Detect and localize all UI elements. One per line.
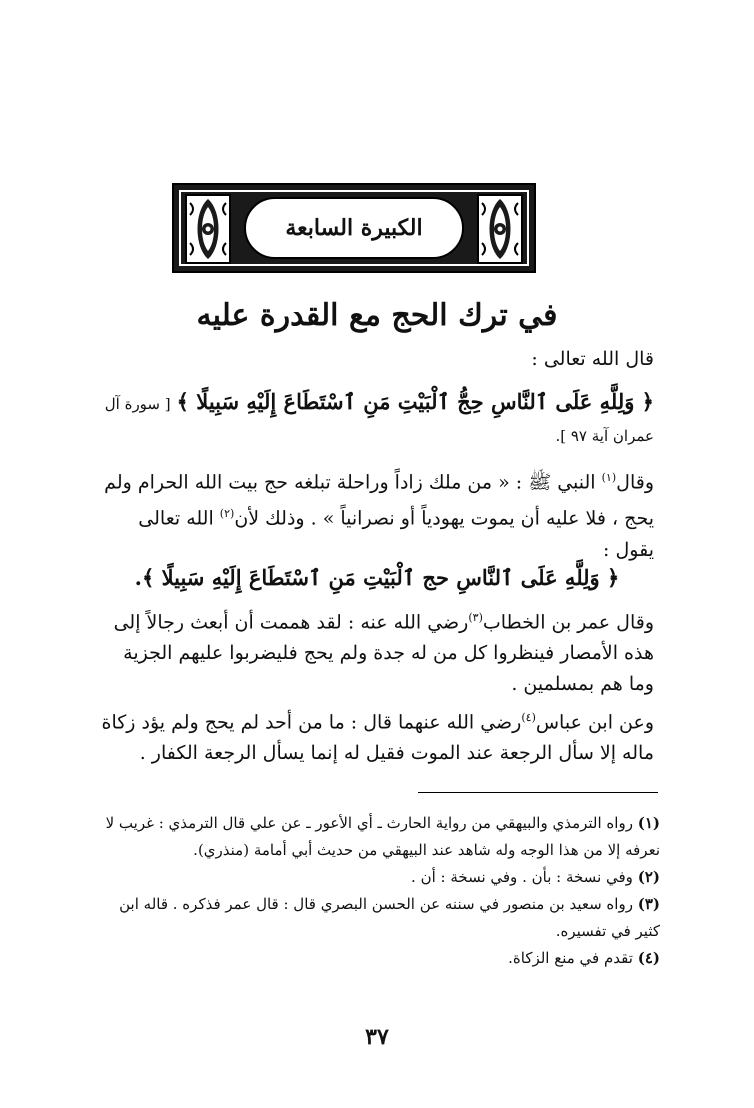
paragraph-verse-1 [100,386,654,452]
chapter-label: الكبيرة السابعة [285,215,423,241]
footnote-ref-4: (٤) [521,711,536,724]
footnote-number: (٢) [637,868,660,886]
ornament-title-cartouche [244,197,464,259]
chapter-ornament-frame [172,183,536,273]
footnote-ref-3: (٣) [468,611,483,624]
ibn-abbas-text-a: وعن ابن عباس [535,711,654,734]
umar-text-b: رضي الله عنه : لقد هممت أن أبعث رجالاً إلى هذه الأمصار فينظروا كل من له جدة ولم يحج فليضربوا عليهم الجزية وما هم بمسلمين . [113,611,654,696]
page-number: ٣٧ [365,1024,389,1050]
quran-verse: ﴿ وَلِلَّهِ عَلَى ٱلنَّاسِ حج ٱلْبَيْتِ مَنِ ٱسْتَطَاعَ إِلَيْهِ سَبِيلًا ﴾. [134,565,620,590]
hadith-text-c: الله تعالى يقول : [138,507,654,561]
umar-text-a: وقال عمر بن الخطاب [482,611,654,634]
footnote-text: رواه سعيد بن منصور في سننه عن الحسن البصري قال : قال عمر فذكره . قاله ابن كثير في تفسيره. [119,895,660,940]
paragraph-verse-2 [100,562,654,595]
arabesque-ornament-icon [184,193,232,265]
paragraph-ibn-abbas [100,702,654,769]
quran-verse: ﴿ وَلِلَّهِ عَلَى ٱلنَّاسِ حِجُّ ٱلْبَيْتِ مَنِ ٱسْتَطَاعَ إِلَيْهِ سَبِيلًا ﴾ [176,389,654,414]
arabesque-ornament-icon [476,193,524,265]
footnote-divider [418,792,658,793]
hadith-text-a: وقال [616,471,654,494]
footnote-text: رواه الترمذي والبيهقي من رواية الحارث ـ أي الأعور ـ عن علي قال الترمذي : غريب لا نعرفه إلا من هذا الوجه وله شاهد عند البيهقي من حديث أبي أمامة (منذري). [105,814,660,859]
footnote-ref-1: (١) [601,471,617,484]
chapter-heading: في ترك الحج مع القدرة عليه [196,298,558,333]
footnote-item [100,864,660,891]
paragraph-hadith [100,462,654,566]
footnote-item [100,891,660,945]
footnote-number: (١) [637,814,660,832]
footnote-ref-2: (٢) [219,507,235,521]
footnote-number: (٣) [637,895,660,913]
footnote-item [100,810,660,864]
verse-reference: [ سورة آل عمران آية ٩٧ ]. [104,395,654,445]
footnote-text: تقدم في منع الزكاة. [508,949,633,967]
hadith-text-b: النبي ﷺ : « من ملك زاداً وراحلة تبلغه حج بيت الله الحرام ولم يحج ، فلا عليه أن يموت يهودياً أو نصرانياً » . وذلك لأن [104,471,654,530]
paragraph-umar [100,602,654,700]
footnote-text: وفي نسخة : بأن . وفي نسخة : أن . [411,868,633,886]
footnotes [100,810,660,972]
ibn-abbas-text-b: رضي الله عنهما قال : ما من أحد لم يحج ولم يؤد زكاة ماله إلا سأل الرجعة عند الموت فقيل له إنما يسأل الرجعة الكفار . [101,711,654,765]
footnote-number: (٤) [637,949,660,967]
paragraph-intro: قال الله تعالى : [531,348,654,370]
footnote-item [100,945,660,972]
